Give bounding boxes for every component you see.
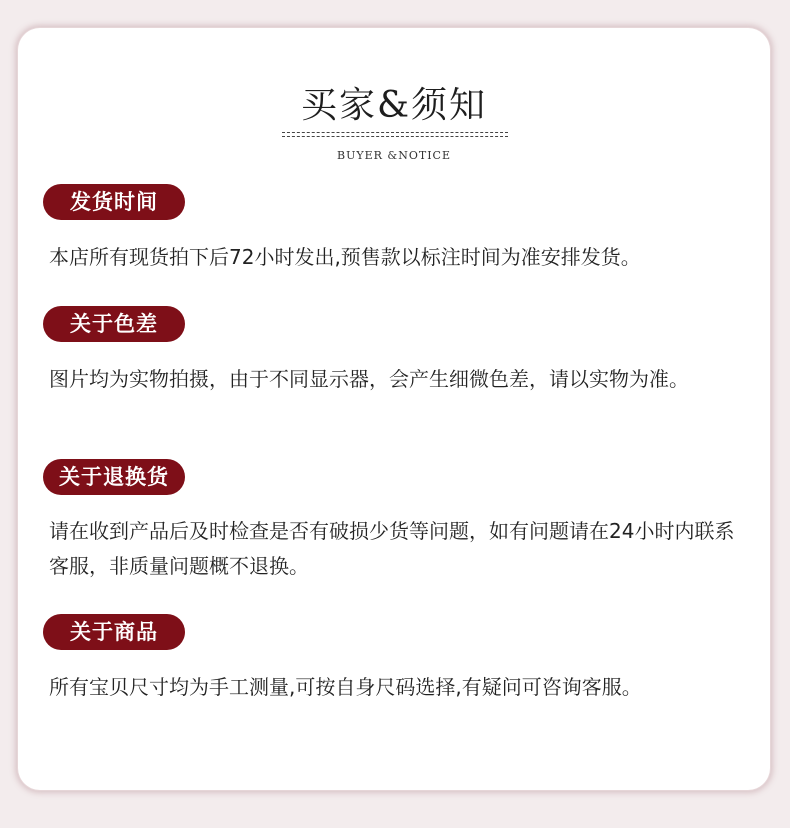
title-divider-top [282, 132, 508, 133]
page-subtitle: BUYER &NOTICE [337, 149, 451, 162]
section-label-products: 关于商品 [43, 614, 185, 650]
section-label-color-difference: 关于色差 [43, 306, 185, 342]
page-title: 买家&须知 [300, 85, 488, 126]
section-label-shipping-time: 发货时间 [43, 184, 185, 220]
notice-card [18, 28, 770, 790]
title-divider-bottom [282, 136, 508, 137]
section-label-returns: 关于退换货 [43, 459, 185, 495]
section-text-products: 所有宝贝尺寸均为手工测量,可按自身尺码选择,有疑问可咨询客服。 [49, 675, 642, 699]
section-text-color-difference: 图片均为实物拍摄，由于不同显示器，会产生细微色差，请以实物为准。 [49, 367, 689, 391]
section-text-shipping-time: 本店所有现货拍下后72小时发出,预售款以标注时间为准安排发货。 [49, 245, 641, 269]
section-text-returns: 请在收到产品后及时检查是否有破损少货等问题，如有问题请在24小时内联系客服，非质量问题概不退换。 [49, 519, 735, 578]
